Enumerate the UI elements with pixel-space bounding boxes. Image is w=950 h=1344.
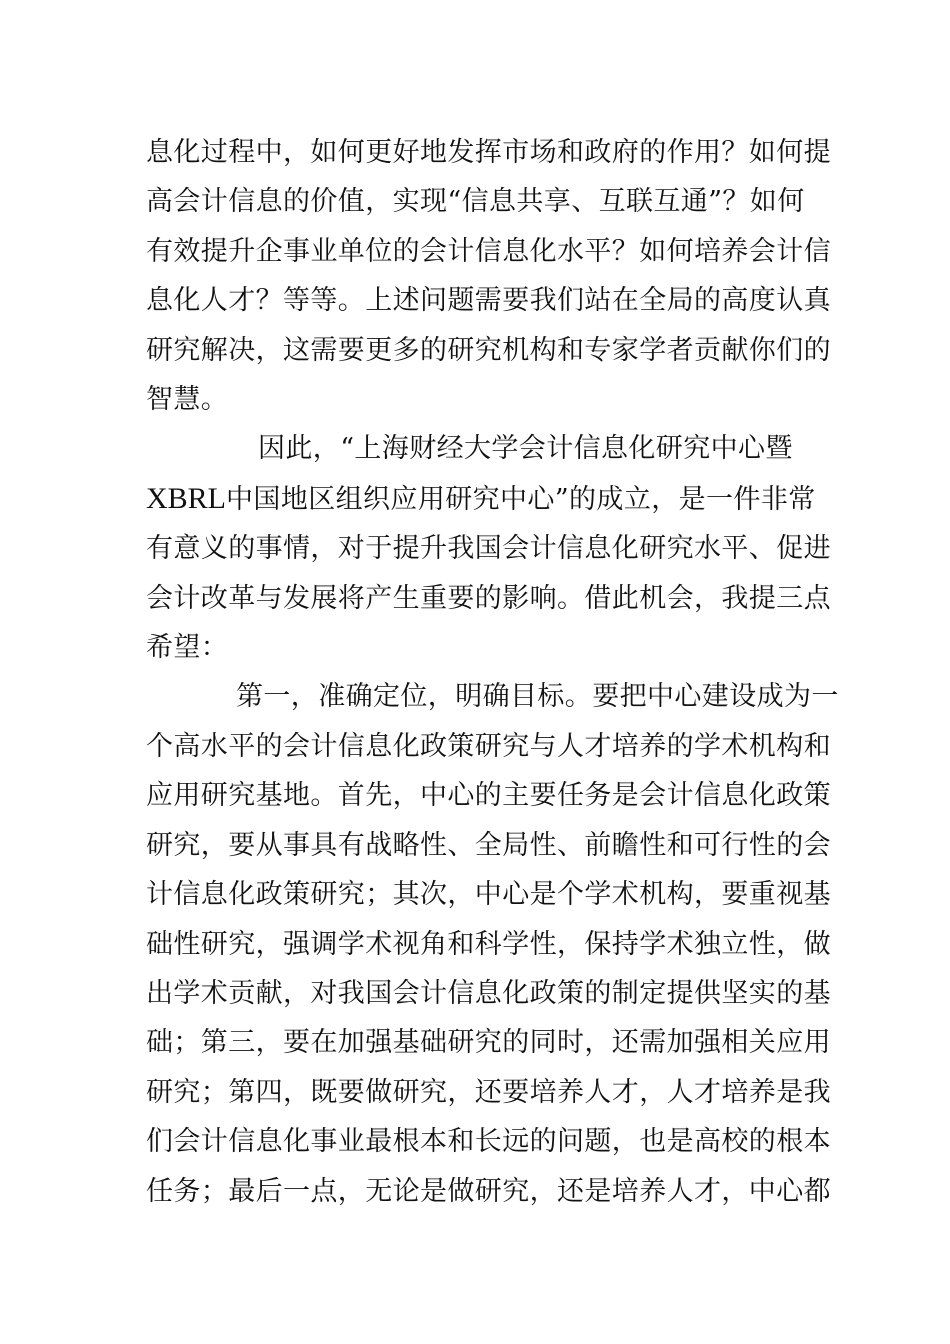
text-line: 有意义的事情，对于提升我国会计信息化研究水平、促进 bbox=[146, 533, 831, 565]
text-line: 研究解决，这需要更多的研究机构和专家学者贡献你们的 bbox=[146, 334, 831, 366]
text-line: 研究，要从事具有战略性、全局性、前瞻性和可行性的会 bbox=[146, 829, 831, 861]
text-line: 中国地区组织应用研究中心”的成立，是一件非常 bbox=[226, 483, 816, 515]
text-line: 高会计信息的价值，实现“信息共享、互联互通”？如何 bbox=[146, 186, 805, 218]
text-line: 希望： bbox=[146, 632, 229, 664]
text-line: 出学术贡献，对我国会计信息化政策的制定提供坚实的基 bbox=[146, 977, 831, 1009]
text-line-with-latin bbox=[146, 474, 816, 524]
text-line: 有效提升企事业单位的会计信息化水平？如何培养会计信 bbox=[146, 235, 831, 267]
text-line: 计信息化政策研究；其次，中心是个学术机构，要重视基 bbox=[146, 879, 831, 911]
paragraph-1 bbox=[146, 128, 831, 424]
text-line: 础；第三，要在加强基础研究的同时，还需加强相关应用 bbox=[146, 1027, 831, 1059]
document-body bbox=[146, 128, 839, 1216]
text-line: 应用研究基地。首先，中心的主要任务是会计信息化政策 bbox=[146, 780, 831, 812]
text-line: 会计改革与发展将产生重要的影响。借此机会，我提三点 bbox=[146, 582, 831, 614]
paragraph-2 bbox=[146, 424, 831, 672]
text-line: 任务；最后一点，无论是做研究，还是培养人才，中心都 bbox=[146, 1175, 831, 1207]
text-line: 第一，准确定位，明确目标。要把中心建设成为一 bbox=[236, 681, 839, 713]
text-line: 智慧。 bbox=[146, 384, 229, 416]
paragraph-3 bbox=[146, 672, 839, 1215]
text-line: 息化过程中，如何更好地发挥市场和政府的作用？如何提 bbox=[146, 137, 831, 168]
text-line: 研究；第四，既要做研究，还要培养人才，人才培养是我 bbox=[146, 1076, 831, 1108]
latin-term: XBRL bbox=[146, 481, 227, 515]
text-line: 们会计信息化事业最根本和长远的问题，也是高校的根本 bbox=[146, 1126, 831, 1158]
text-line: 息化人才？等等。上述问题需要我们站在全局的高度认真 bbox=[146, 285, 831, 317]
text-line: 础性研究，强调学术视角和科学性，保持学术独立性，做 bbox=[146, 928, 831, 960]
text-line: 因此，“上海财经大学会计信息化研究中心暨 bbox=[258, 433, 793, 465]
text-line: 个高水平的会计信息化政策研究与人才培养的学术机构和 bbox=[146, 730, 831, 762]
